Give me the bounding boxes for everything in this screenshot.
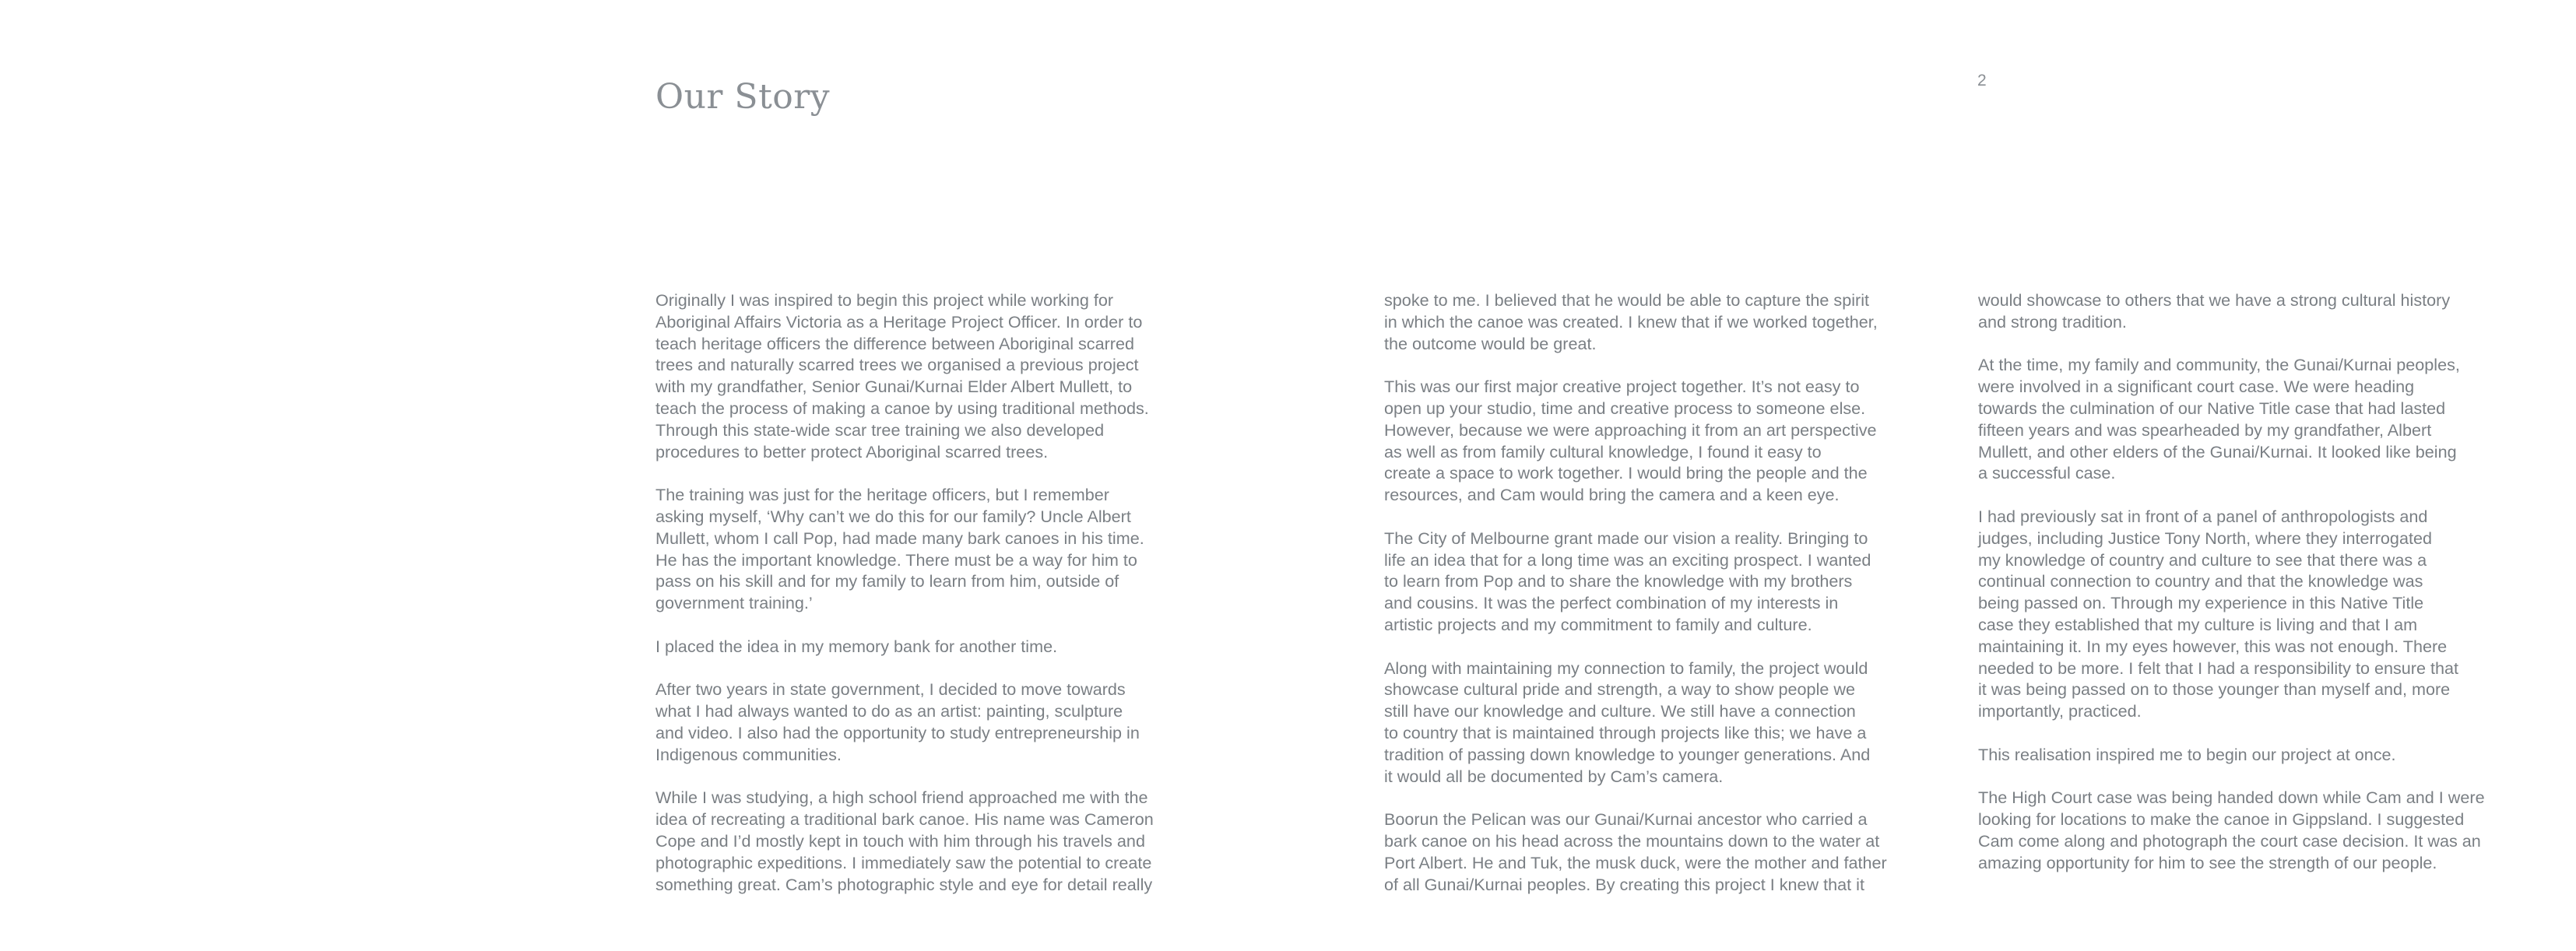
paragraph: Originally I was inspired to begin this project while working for Aboriginal Affairs Victoria as a Heritage Project Officer. In order to teach heritage officers the difference between Aboriginal scarred trees and naturally scarred trees we organised a previous project with my grandfather, Senior Gunai/Kurnai Elder Albert Mullett, to teach the process of making a canoe by using traditional methods. Through this state-wide scar tree training we also developed procedures to better protect Aboriginal scarred trees. xyxy=(655,290,1149,461)
text-column-3 xyxy=(1978,290,2523,874)
paragraph: I placed the idea in my memory bank for another time. xyxy=(655,636,1058,656)
paragraph: would showcase to others that we have a strong cultural history and strong tradition. xyxy=(1978,290,2451,332)
paragraph: The City of Melbourne grant made our vision a reality. Bringing to life an idea that for a long time was an exciting prospect. I wanted to learn from Pop and to share the knowledge with my brothers and cousins. It was the perfect combination of my interests in artistic projects and my commitment to family and culture. xyxy=(1384,528,1871,634)
text-column-2 xyxy=(1384,290,1929,895)
page-title: Our Story xyxy=(655,77,831,118)
paragraph: This realisation inspired me to begin our project at once. xyxy=(1978,744,2396,764)
paragraph: Along with maintaining my connection to family, the project would showcase cultural pride and strength, a way to show people we still have our knowledge and culture. We still have a connection to country that is maintained through projects like this; we have a tradition of passing down knowledge to younger generations. And it would all be documented by Cam’s camera. xyxy=(1384,658,1871,786)
paragraph: While I was studying, a high school friend approached me with the idea of recreating a traditional bark canoe. His name was Cameron Cope and I’d mostly kept in touch with him through his travels and photographic expeditions. I immediately saw the potential to create something great. Cam’s photographic style and eye for detail really xyxy=(655,788,1154,894)
paragraph: The High Court case was being handed down while Cam and I were looking for locations to make the canoe in Gippsland. I suggested Cam come along and photograph the court case decision. It was an amazing opportunity for him to see the strength of our people. xyxy=(1978,788,2485,872)
paragraph: spoke to me. I believed that he would be able to capture the spirit in which the canoe was created. I knew that if we worked together, the outcome would be great. xyxy=(1384,290,1878,353)
paragraph: Boorun the Pelican was our Gunai/Kurnai ancestor who carried a bark canoe on his head across the mountains down to the water at Port Albert. He and Tuk, the musk duck, were the mother and father of all Gunai/Kurnai peoples. By creating this project I knew that it xyxy=(1384,809,1887,894)
paragraph: This was our first major creative project together. It’s not easy to open up your studio, time and creative process to someone else. However, because we were approaching it from an art perspective as well as from family cultural knowledge, I found it easy to create a space to work together. I would bring the people and the resources, and Cam would bring the camera and a keen eye. xyxy=(1384,377,1877,505)
paragraph: After two years in state government, I decided to move towards what I had always wanted to do as an artist: painting, sculpture and video. I also had the opportunity to study entrepreneurship in Indigenous communities. xyxy=(655,679,1140,764)
paragraph: At the time, my family and community, the Gunai/Kurnai peoples, were involved in a significant court case. We were heading towards the culmination of our Native Title case that had lasted fifteen years and was spearheaded by my grandfather, Albert Mullett, and other elders of the Gunai/Kurnai. It looked like being a successful case. xyxy=(1978,355,2460,483)
page-number: 2 xyxy=(1977,72,1987,89)
paragraph: The training was just for the heritage officers, but I remember asking myself, ‘Why can’t we do this for our family? Uncle Albert Mullett, whom I call Pop, had made many bark canoes in his time. He has the important knowledge. There must be a way for him to pass on his skill and for my family to learn from him, outside of government training.’ xyxy=(655,485,1144,613)
text-column-1 xyxy=(655,290,1200,895)
paragraph: I had previously sat in front of a panel of anthropologists and judges, including Justice Tony North, where they interrogated my knowledge of country and culture to see that there was a continual connection to country and that the knowledge was being passed on. Through my experience in this Native Title case they established that my culture is living and that I am maintaining it. In my eyes however, this was not enough. There needed to be more. I felt that I had a responsibility to ensure that it was being passed on to those younger than myself and, more importantly, practiced. xyxy=(1978,506,2459,721)
